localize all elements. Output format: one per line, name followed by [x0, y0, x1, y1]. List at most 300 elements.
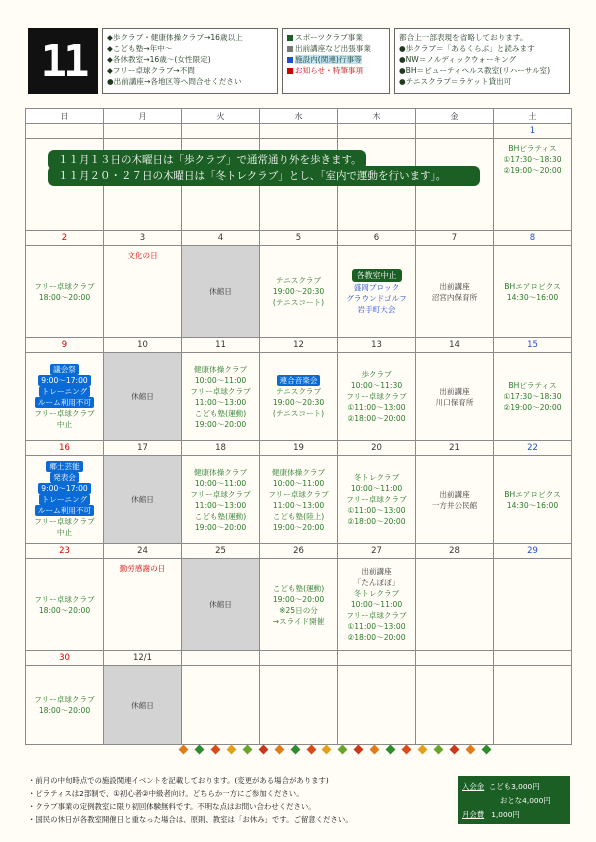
day-cell [104, 559, 182, 651]
event-line [416, 500, 493, 511]
date-number: 15 [494, 338, 572, 353]
note-line: ・クラブ事業の定例教室に限り初回体験無料です。不明な点はお問い合わせください。 [28, 802, 316, 811]
event-text: 盛岡ブロック [353, 282, 400, 292]
event-text: 14:30～16:00 [506, 500, 559, 510]
event-text: 18:00～20:00 [38, 292, 91, 302]
event-text: 10:00～11:00 [350, 600, 403, 609]
day-cell [260, 666, 338, 745]
weekday-header: 日 [26, 109, 104, 124]
date-number [338, 124, 416, 139]
event-line [182, 511, 259, 522]
event-text: 健康体操クラブ [193, 467, 248, 477]
event-text: ②18:00～20:00 [347, 414, 406, 423]
event-line [182, 500, 259, 511]
event-line [260, 275, 337, 286]
day-cell [26, 353, 104, 441]
event-text: 勤労感謝の日 [119, 564, 166, 573]
event-line [494, 489, 571, 500]
day-cell [416, 353, 494, 441]
event-text: 各教室中止 [352, 269, 402, 282]
event-text: フリー卓球クラブ [34, 517, 95, 526]
event-text: 中止 [56, 528, 73, 537]
day-cell [338, 559, 416, 651]
event-text: テニスクラブ [275, 386, 322, 396]
day-cell [416, 246, 494, 338]
event-text: BHピラティス [508, 381, 557, 390]
event-text: 10:00～11:00 [194, 375, 247, 385]
event-text: フリー卓球クラブ [346, 495, 407, 504]
event-line [494, 402, 571, 413]
event-text: BHエアロビクス [504, 489, 561, 499]
event-text: 発表会 [50, 472, 79, 483]
calendar-table [25, 108, 572, 745]
day-cell [26, 666, 104, 745]
date-number: 1 [494, 124, 572, 139]
date-number: 12/1 [104, 651, 182, 666]
event-text: フリー卓球クラブ [34, 695, 95, 704]
event-line [104, 250, 181, 261]
date-number: 20 [338, 441, 416, 456]
event-line [338, 304, 415, 315]
event-text: 冬トレクラブ [353, 589, 400, 598]
event-text: ②19:00～20:00 [503, 403, 562, 412]
event-text: BHエアロビクス [504, 281, 561, 291]
legend-swatch [287, 57, 293, 63]
date-number: 19 [260, 441, 338, 456]
event-text: 休館日 [209, 600, 232, 609]
event-text: 出前講座 [361, 567, 392, 576]
leaf-icon [481, 745, 491, 755]
event-text: ①17:30～18:30 [503, 392, 562, 401]
legend-line: ◆こども塾→年中～ [107, 44, 173, 53]
abbreviation-legend [394, 28, 570, 94]
event-text: 歩クラブ [361, 370, 392, 379]
leaf-icon [179, 745, 189, 755]
event-text: 「たんぽぽ」 [353, 578, 400, 587]
event-line [104, 494, 181, 505]
legend-line: ◆各休教室→16歳～(女性限定) [107, 55, 211, 64]
event-text: 中止 [56, 419, 73, 429]
legend-text: お知らせ・特筆事項 [295, 66, 364, 75]
event-line [494, 143, 571, 154]
date-number: 22 [494, 441, 572, 456]
note-line: ・前月の中旬時点での施設関連イベントを記載しております。(変更がある場合があります) [28, 776, 329, 785]
event-text: こども塾(運動) [194, 511, 247, 521]
event-line [182, 599, 259, 610]
leaf-icon [226, 745, 236, 755]
legend-line: ◆フリー卓球クラブ→不問 [107, 66, 195, 75]
event-line [26, 505, 103, 516]
leaf-icon [370, 745, 380, 755]
event-text: フリー卓球クラブ [346, 392, 407, 401]
event-text: 19:00～20:00 [272, 522, 325, 532]
event-line [338, 494, 415, 505]
event-text: 11:00～13:00 [272, 500, 325, 510]
event-text: 出前講座 [439, 489, 470, 499]
event-line [338, 505, 415, 516]
event-text: ①11:00～13:00 [347, 506, 406, 515]
event-line [260, 467, 337, 478]
event-text: 休館日 [131, 392, 154, 401]
event-line [338, 380, 415, 391]
event-line [26, 472, 103, 483]
event-line [104, 563, 181, 574]
legend-swatch [287, 35, 293, 41]
date-number: 11 [182, 338, 260, 353]
date-number: 21 [416, 441, 494, 456]
event-line [260, 594, 337, 605]
entry-fee-adult: おとな4,000円 [500, 796, 551, 805]
day-cell [260, 456, 338, 544]
legend-line: ●BH＝ビューティヘルス教室(リハーサル室) [399, 66, 551, 75]
event-text: 9:00～17:00 [38, 483, 91, 494]
event-text: 10:00～11:00 [350, 484, 403, 493]
date-number: 2 [26, 231, 104, 246]
day-cell [26, 246, 104, 338]
event-line [494, 500, 571, 511]
event-line [338, 293, 415, 304]
event-line [182, 522, 259, 533]
event-text: ※25日の分 [279, 605, 318, 615]
event-line [182, 386, 259, 397]
event-line [494, 281, 571, 292]
day-cell [182, 456, 260, 544]
footnotes [28, 774, 448, 826]
event-line [260, 297, 337, 308]
event-text: フリー卓球クラブ [190, 386, 251, 396]
event-line [338, 588, 415, 599]
event-line [260, 286, 337, 297]
event-line [26, 494, 103, 505]
event-line [260, 478, 337, 489]
event-line [26, 605, 103, 616]
legend-swatch [287, 46, 293, 52]
weekday-header: 木 [338, 109, 416, 124]
note-line: ・国民の休日が各教室開催日と重なった場合は、原則、教室は「お休み」です。ご留意ください。 [28, 815, 353, 824]
event-text: ②18:00～20:00 [347, 633, 406, 642]
event-line [26, 705, 103, 716]
event-text: (テニスコート) [272, 298, 325, 307]
event-line [494, 380, 571, 391]
event-line [260, 616, 337, 627]
date-number: 6 [338, 231, 416, 246]
event-line [338, 402, 415, 413]
monthly-fee-value: 1,000円 [491, 810, 520, 819]
event-line [260, 397, 337, 408]
entry-fee-label: 入会金 [462, 782, 485, 791]
event-text: 郷土芸能 [46, 461, 82, 472]
date-number [338, 651, 416, 666]
note-line: ・ピラティスは2部制で、①初心者②中級者向け。どちらか一方にご参加ください。 [28, 789, 304, 798]
weekday-header: 金 [416, 109, 494, 124]
event-line [260, 375, 337, 386]
fee-box [458, 776, 570, 824]
event-line [26, 408, 103, 419]
event-line [26, 516, 103, 527]
event-text: 川口保育所 [435, 397, 474, 407]
event-line [26, 292, 103, 303]
day-cell [416, 559, 494, 651]
event-text: 連合音楽会 [277, 375, 321, 386]
date-number: 29 [494, 544, 572, 559]
event-line [338, 632, 415, 643]
event-text: 休館日 [209, 287, 232, 296]
day-cell [182, 353, 260, 441]
date-number: 13 [338, 338, 416, 353]
event-line [260, 583, 337, 594]
day-cell [260, 353, 338, 441]
event-line [26, 527, 103, 538]
leaf-icon [449, 745, 459, 755]
event-line [416, 386, 493, 397]
legend-line: ●NW＝ノルディックウォーキング [399, 55, 517, 64]
event-line [260, 489, 337, 500]
leaf-decoration [180, 744, 490, 756]
event-line [26, 397, 103, 408]
event-line [416, 489, 493, 500]
event-line [260, 500, 337, 511]
event-text: ②18:00～20:00 [347, 517, 406, 526]
leaf-icon [322, 745, 332, 755]
legend-swatch [287, 68, 293, 74]
event-line [338, 369, 415, 380]
day-cell [182, 666, 260, 745]
color-legend [282, 28, 390, 94]
day-cell [494, 139, 572, 231]
date-number: 9 [26, 338, 104, 353]
event-text: ①11:00～13:00 [347, 403, 406, 412]
legend-line [287, 32, 385, 43]
event-text: 18:00～20:00 [38, 706, 91, 715]
date-number [416, 651, 494, 666]
legend-line [287, 43, 385, 54]
legend-text: スポーツクラブ事業 [295, 33, 363, 42]
leaf-icon [290, 745, 300, 755]
day-cell [104, 353, 182, 441]
event-text: ①11:00～13:00 [347, 622, 406, 631]
event-line [494, 391, 571, 402]
event-line [182, 467, 259, 478]
day-cell [416, 456, 494, 544]
announcement-banner-1: １１月１３日の木曜日は「歩クラブ」で通常通り外を歩きます。 [48, 150, 366, 170]
event-text: ルーム利用不可 [35, 505, 94, 516]
day-cell [338, 353, 416, 441]
event-text: 19:00～20:30 [272, 397, 325, 407]
day-cell [494, 666, 572, 745]
event-text: 一方井公民館 [431, 500, 478, 510]
day-cell [26, 456, 104, 544]
event-text: トレーニング [39, 494, 90, 505]
leaf-icon [434, 745, 444, 755]
date-number: 8 [494, 231, 572, 246]
event-text: こども塾(運動) [272, 583, 325, 593]
event-text: 10:00～11:30 [350, 381, 403, 390]
event-line [26, 386, 103, 397]
date-number [26, 124, 104, 139]
day-cell [494, 559, 572, 651]
day-cell [494, 246, 572, 338]
event-line [182, 375, 259, 386]
date-number [182, 651, 260, 666]
event-text: フリー卓球クラブ [190, 489, 251, 499]
event-text: トレーニング [39, 386, 90, 397]
legend-line [287, 65, 385, 76]
event-text: 19:00～20:00 [194, 522, 247, 532]
event-text: 10:00～11:00 [194, 478, 247, 488]
month-number: 11 [28, 28, 98, 94]
event-text: グラウンドゴルフ [346, 293, 407, 303]
weekday-header: 土 [494, 109, 572, 124]
leaf-icon [306, 745, 316, 755]
leaf-icon [242, 745, 252, 755]
event-text: 14:30～16:00 [506, 292, 559, 302]
date-number [416, 124, 494, 139]
date-number: 23 [26, 544, 104, 559]
legend-line: ◆歩クラブ・健康体操クラブ→16歳以上 [107, 33, 243, 42]
day-cell [338, 246, 416, 338]
event-line [338, 391, 415, 402]
date-number: 27 [338, 544, 416, 559]
event-line [338, 621, 415, 632]
day-cell [494, 456, 572, 544]
event-text: 休館日 [131, 495, 154, 504]
date-number: 7 [416, 231, 494, 246]
event-text: 18:00～20:00 [38, 605, 91, 615]
leaf-icon [194, 745, 204, 755]
event-line [338, 413, 415, 424]
day-cell [26, 559, 104, 651]
event-line [338, 610, 415, 621]
event-text: フリー卓球クラブ [34, 281, 95, 291]
event-line [182, 489, 259, 500]
event-line [416, 292, 493, 303]
event-line [338, 483, 415, 494]
event-text: フリー卓球クラブ [346, 611, 407, 620]
date-number: 16 [26, 441, 104, 456]
date-number: 12 [260, 338, 338, 353]
date-number [182, 124, 260, 139]
event-line [26, 694, 103, 705]
leaf-icon [402, 745, 412, 755]
event-line [26, 281, 103, 292]
date-number: 30 [26, 651, 104, 666]
entry-fee-child: こども3,000円 [488, 782, 540, 791]
event-text: 19:00～20:00 [194, 419, 247, 429]
date-number: 4 [182, 231, 260, 246]
event-text: 議会祭 [50, 364, 79, 375]
event-text: 健康体操クラブ [193, 364, 248, 374]
event-text: ①17:30～18:30 [503, 155, 562, 164]
event-line [338, 472, 415, 483]
day-cell [416, 666, 494, 745]
event-line [260, 605, 337, 616]
legend-text: 施設内(関連)行事等 [295, 55, 362, 64]
event-line [338, 269, 415, 282]
event-line [26, 594, 103, 605]
date-number [494, 651, 572, 666]
event-text: (テニスコート) [272, 408, 325, 418]
event-text: 沼宮内保育所 [431, 292, 478, 302]
date-number: 28 [416, 544, 494, 559]
event-line [26, 483, 103, 494]
monthly-fee-label: 月会費 [462, 810, 485, 819]
event-line [182, 408, 259, 419]
day-cell [260, 559, 338, 651]
event-line [182, 364, 259, 375]
event-line [104, 391, 181, 402]
event-text: 岩手町大会 [357, 304, 396, 314]
event-text: 9:00～17:00 [38, 375, 91, 386]
event-text: フリー卓球クラブ [34, 594, 95, 604]
date-number: 18 [182, 441, 260, 456]
leaf-icon [210, 745, 220, 755]
event-line [416, 397, 493, 408]
event-line [182, 286, 259, 297]
event-line [26, 419, 103, 430]
eligibility-legend [102, 28, 278, 94]
leaf-icon [258, 745, 268, 755]
event-line [338, 282, 415, 293]
leaf-icon [274, 745, 284, 755]
leaf-icon [465, 745, 475, 755]
event-line [104, 700, 181, 711]
event-text: 休館日 [131, 700, 154, 710]
date-number [260, 124, 338, 139]
event-text: こども塾(陸上) [272, 511, 325, 521]
date-number: 17 [104, 441, 182, 456]
legend-line: 都合上一部表現を省略しております。 [399, 33, 528, 42]
event-line [338, 577, 415, 588]
legend-line: ●出前講座→各地区等へ問合せください [107, 77, 242, 86]
event-text: ルーム利用不可 [35, 397, 94, 408]
leaf-icon [418, 745, 428, 755]
day-cell [338, 456, 416, 544]
event-text: 冬トレクラブ [353, 473, 400, 482]
event-text: 11:00～13:00 [194, 500, 247, 510]
event-text: フリー卓球クラブ [268, 489, 329, 499]
event-text: 10:00～11:00 [272, 478, 325, 488]
date-number [104, 124, 182, 139]
day-cell [182, 246, 260, 338]
event-line [338, 516, 415, 527]
event-line [338, 566, 415, 577]
day-cell [182, 559, 260, 651]
event-line [260, 386, 337, 397]
weekday-header: 月 [104, 109, 182, 124]
event-line [260, 408, 337, 419]
event-text: BHピラティス [508, 144, 557, 153]
date-number: 3 [104, 231, 182, 246]
day-cell [104, 456, 182, 544]
date-number: 24 [104, 544, 182, 559]
day-cell [104, 246, 182, 338]
event-line [260, 522, 337, 533]
event-text: 19:00～20:00 [272, 594, 325, 604]
event-text: 19:00～20:30 [272, 287, 325, 296]
date-number: 10 [104, 338, 182, 353]
date-number: 14 [416, 338, 494, 353]
event-line [260, 511, 337, 522]
event-line [26, 375, 103, 386]
event-line [182, 478, 259, 489]
event-text: 11:00～13:00 [194, 397, 247, 407]
event-text: 文化の日 [127, 251, 158, 260]
event-text: 出前講座 [439, 281, 470, 291]
event-line [494, 154, 571, 165]
weekday-header: 火 [182, 109, 260, 124]
event-line [26, 364, 103, 375]
day-cell [104, 666, 182, 745]
